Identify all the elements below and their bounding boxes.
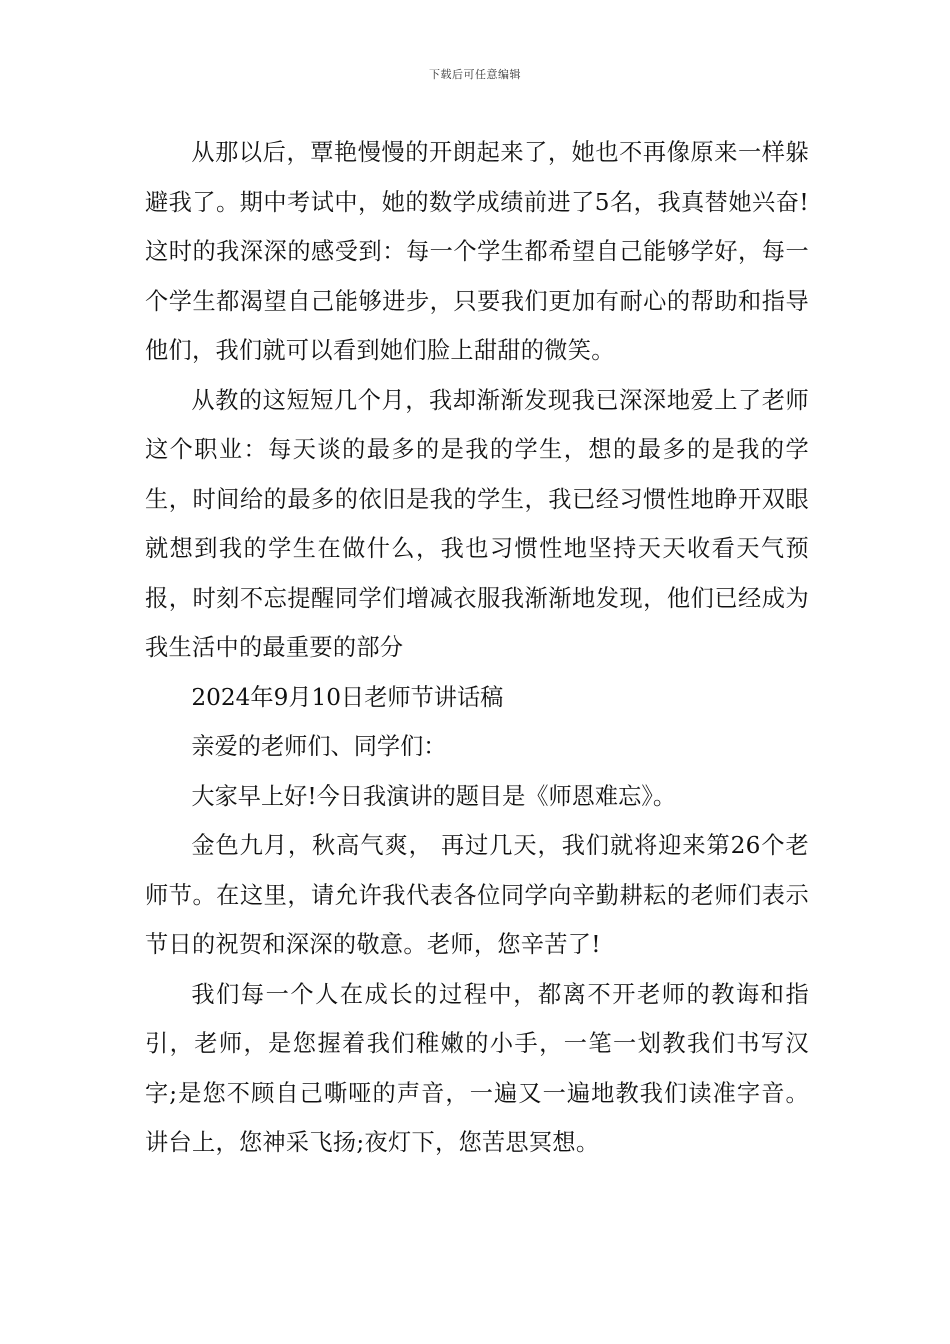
speech-title: 2024年9月10日老师节讲话稿 (191, 683, 504, 711)
paragraph-teacher-guidance: 我们每一个人在成长的过程中，都离不开老师的教诲和指引，老师，是您握着我们稚嫩的小手，一笔一划教我们书写汉字;是您不顾自己嘶哑的声音，一遍又一遍地教我们读准字音。讲台上，您神采飞扬;夜灯下，您苦思冥想。 (145, 980, 809, 1156)
paragraph-love-teaching: 从教的这短短几个月，我却渐渐发现我已深深地爱上了老师这个职业：每天谈的最多的是我的学生，想的最多的是我的学生，时间给的最多的依旧是我的学生，我已经习惯性地睁开双眼就想到我的学生在做什么，我也习惯性地坚持天天收看天气预报，时刻不忘提醒同学们增减衣服我渐渐地发现，他们已经成为我生活中的最重要的部分 (145, 386, 809, 661)
paragraph-student-progress: 从那以后，覃艳慢慢的开朗起来了，她也不再像原来一样躲避我了。期中考试中，她的数学成绩前进了5名，我真替她兴奋!这时的我深深的感受到：每一个学生都希望自己能够学好，每一个学生都渴望自己能够进步，只要我们更加有耐心的帮助和指导他们，我们就可以看到她们脸上甜甜的微笑。 (145, 139, 809, 364)
document-body (145, 128, 809, 1168)
speech-opening: 大家早上好!今日我演讲的题目是《师恩难忘》。 (191, 782, 677, 810)
speech-greeting: 亲爱的老师们、同学们： (191, 733, 447, 760)
page-header: 下载后可任意编辑 (429, 68, 521, 81)
paragraph-teachers-day: 金色九月，秋高气爽， 再过几天，我们就将迎来第26个老师节。在这里，请允许我代表各位同学向辛勤耕耘的老师们表示节日的祝贺和深深的敬意。老师，您辛苦了! (145, 832, 809, 958)
